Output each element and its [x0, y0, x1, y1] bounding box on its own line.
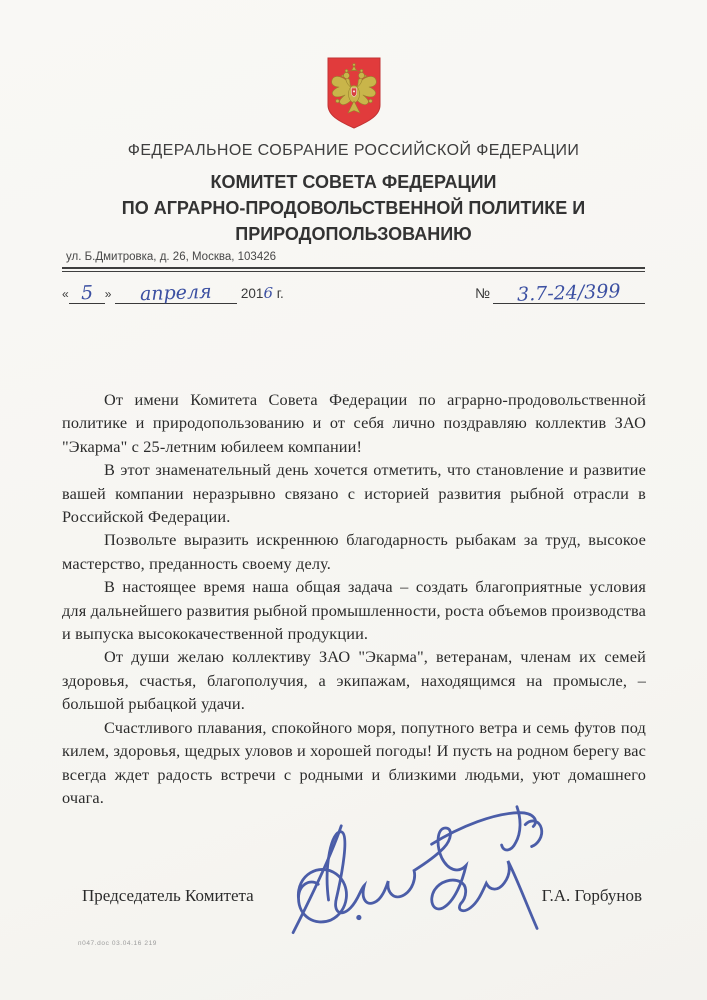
letterhead-divider [62, 267, 645, 272]
date-and-number-row [62, 281, 645, 304]
handwritten-number: 3.7-24/399 [516, 280, 622, 306]
number-blank [493, 281, 645, 304]
year-printed: 201 [240, 286, 264, 301]
paragraph: В настоящее время наша общая задача – создать благоприятные условия для дальнейшего развития рыбной промышленности, роста объемов производства и выпуска высококачественной продукции. [62, 577, 646, 644]
year-suffix: г. [276, 286, 284, 301]
file-reference-note: п047.doc 03.04.16 219 [78, 940, 158, 947]
russian-coat-of-arms-icon [326, 57, 382, 129]
handwritten-signature [281, 797, 553, 940]
close-quote: » [104, 287, 112, 301]
org-parent-name: ФЕДЕРАЛЬНОЕ СОБРАНИЕ РОССИЙСКОЙ ФЕДЕРАЦИИ [127, 142, 580, 159]
signer-title: Председатель Комитета [82, 886, 254, 905]
org-name-line: КОМИТЕТ СОВЕТА ФЕДЕРАЦИИ [210, 172, 497, 192]
org-name-line: ПРИРОДОПОЛЬЗОВАНИЮ [235, 224, 472, 244]
day-blank [69, 281, 105, 304]
letterhead [0, 142, 707, 247]
handwritten-month: апреля [139, 280, 213, 306]
open-quote: « [62, 287, 69, 301]
org-address: ул. Б.Дмитровка, д. 26, Москва, 103426 [66, 251, 277, 263]
handwritten-day: 5 [80, 281, 94, 305]
month-blank [115, 281, 237, 304]
paragraph: От имени Комитета Совета Федерации по аграрно-продовольственной политике и природопользованию и от себя лично поздравляю коллектив ЗАО "Экарма" с 25-летним юбилеем компании! [62, 390, 646, 456]
signer-name: Г.А. Горбунов [541, 886, 642, 905]
date-field [62, 281, 284, 304]
number-sign: № [474, 285, 490, 301]
paragraph: В этот знаменательный день хочется отметить, что становление и развитие вашей компании неразрывно связано с историей развития рыбной отрасли в Российской Федерации. [62, 460, 646, 527]
paragraph: Позвольте выразить искреннюю благодарность рыбакам за труд, высокое мастерство, преданность своему делу. [62, 530, 646, 573]
org-name-line: ПО АГРАРНО-ПРОДОВОЛЬСТВЕННОЙ ПОЛИТИКЕ И [121, 198, 586, 218]
signature-block [62, 886, 646, 906]
paragraph: Счастливого плавания, спокойного моря, попутного ветра и семь футов под килем, здоровья, щедрых уловов и хорошей погоды! И пусть на родном берегу вас всегда ждет радость встречи с родными и близкими людьми, уют домашнего очага. [62, 717, 646, 807]
document-number-field [475, 281, 645, 304]
letter-body [62, 388, 646, 809]
paragraph: От души желаю коллективу ЗАО "Экарма", ветеранам, членам их семей здоровья, счастья, благополучия, а экипажам, находящимся на промысле, – большой рыбацкой удачи. [62, 647, 646, 714]
handwritten-year-digit: 6 [263, 284, 273, 302]
